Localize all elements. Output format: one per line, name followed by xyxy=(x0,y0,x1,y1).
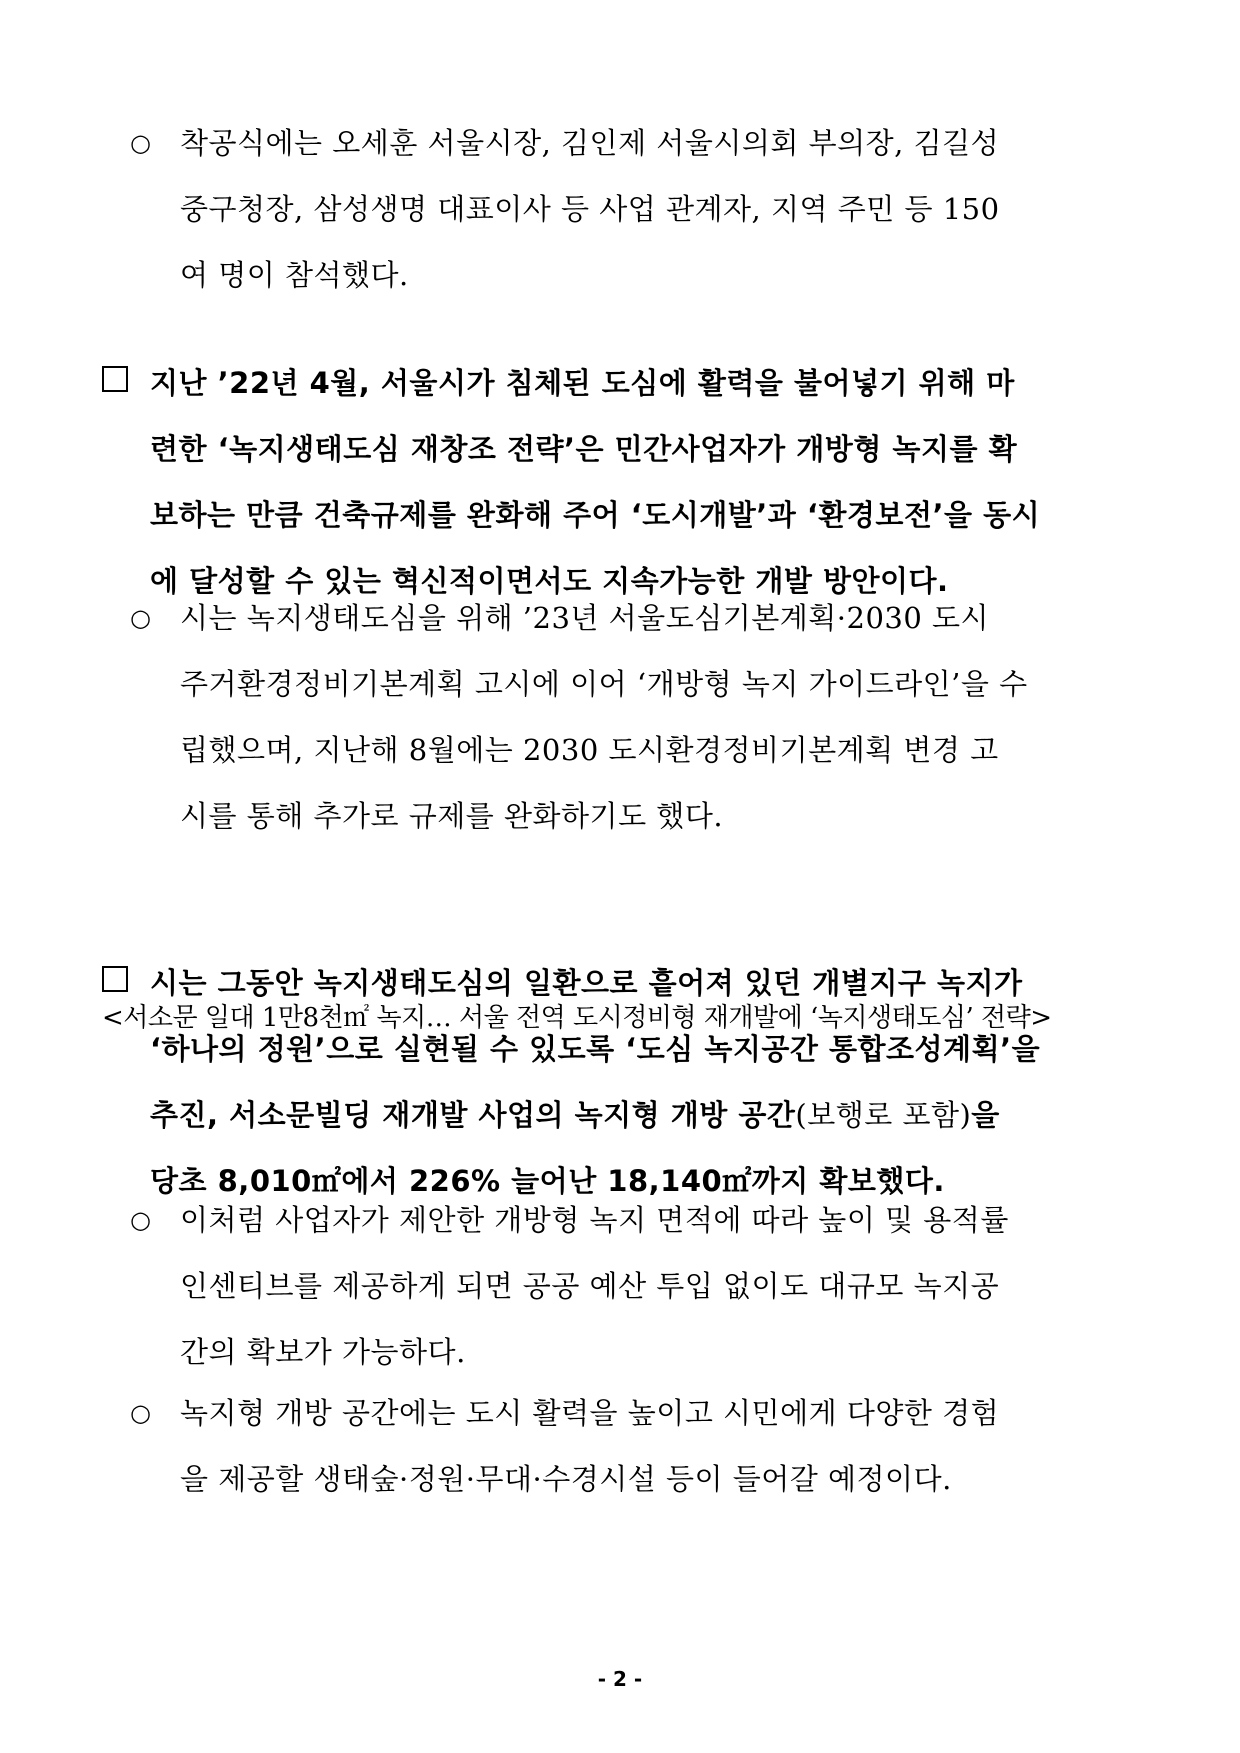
bullet-paragraph-incentive xyxy=(130,1187,1145,1385)
bullet-paragraph-attendees xyxy=(130,110,1145,308)
parenthetical-text: (보행로 포함) xyxy=(795,1098,972,1132)
bullet-paragraph-facilities xyxy=(130,1380,1145,1512)
circle-bullet-icon: ○ xyxy=(130,1206,151,1234)
paragraph-text: 이처럼 사업자가 제안한 개방형 녹지 면적에 따라 높이 및 용적률 인센티브를 제공하게 되면 공공 예산 투입 없이도 대규모 녹지공 간의 확보가 가능하다. xyxy=(180,1203,1009,1369)
square-bullet-icon xyxy=(102,366,128,392)
section-caption: <서소문 일대 1만8천㎡ 녹지… 서울 전역 도시정비형 재개발에 ‘녹지생태도심’ 전략> xyxy=(102,1003,1052,1033)
section-paragraph-green-plan xyxy=(102,950,1142,1214)
circle-bullet-icon: ○ xyxy=(130,1399,151,1427)
circle-bullet-icon: ○ xyxy=(130,129,151,157)
paragraph-text: 착공식에는 오세훈 서울시장, 김인제 서울시의회 부의장, 김길성 중구청장, 삼성생명 대표이사 등 사업 관계자, 지역 주민 등 150 여 명이 참석했다. xyxy=(180,126,1000,292)
page-number: - 2 - xyxy=(597,1667,643,1691)
paragraph-text xyxy=(150,950,1142,1214)
paragraph-text: 녹지형 개방 공간에는 도시 활력을 높이고 시민에게 다양한 경험 을 제공할 생태숲·정원·무대·수경시설 등이 들어갈 예정이다. xyxy=(180,1396,1000,1496)
paragraph-text: 지난 ’22년 4월, 서울시가 침체된 도심에 활력을 불어넣기 위해 마 련한 ‘녹지생태도심 재창조 전략’은 민간사업자가 개방형 녹지를 확 보하는 만큼 건축규제를 완화해 주어 ‘도시개발’과 ‘환경보전’을 동시 에 달성할 수 있는 혁신적이면서도 지속가능한 개발 방안이다. xyxy=(150,366,1041,598)
bold-text-2: 을 당초 8,010㎡에서 226% 늘어난 18,140㎡까지 확보했다. xyxy=(150,1098,1000,1198)
section-paragraph-strategy xyxy=(102,350,1142,614)
circle-bullet-icon: ○ xyxy=(130,604,151,632)
bullet-paragraph-guidelines xyxy=(130,585,1145,849)
paragraph-text: 시는 녹지생태도심을 위해 ’23년 서울도심기본계획·2030 도시 주거환경정비기본계획 고시에 이어 ‘개방형 녹지 가이드라인’을 수 립했으며, 지난해 8월에는 2030 도시환경정비기본계획 변경 고 시를 통해 추가로 규제를 완화하기도 했다. xyxy=(180,601,1028,833)
square-bullet-icon xyxy=(102,966,128,992)
bold-text-1: 시는 그동안 녹지생태도심의 일환으로 흩어져 있던 개별지구 녹지가 ‘하나의 정원’으로 실현될 수 있도록 ‘도심 녹지공간 통합조성계획’을 추진, 서소문빌딩 재개발 사업의 녹지형 개방 공간 xyxy=(150,966,1041,1132)
